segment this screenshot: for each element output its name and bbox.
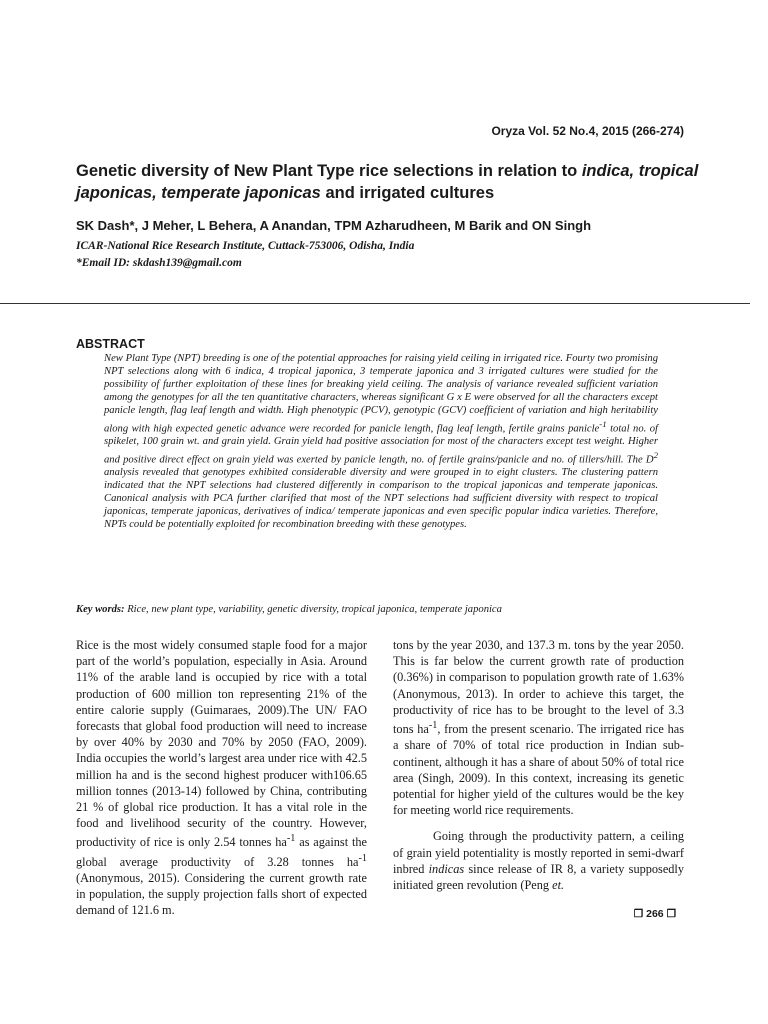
- corresponding-email: *Email ID: skdash139@gmail.com: [76, 257, 242, 269]
- paragraph-text: tons by the year 2030, and 137.3 m. tons by the year 2050. This is far below the current growth rate of production (0.36%) in comparison to population growth rate of 1.63% (Anonymous, 2013). In order to achieve this target, the productivity of rice has to be brought to the level of 3.3 tons ha: [393, 638, 684, 737]
- superscript: -1: [358, 852, 367, 864]
- paragraph-text: (Anonymous, 2015). Considering the current growth rate in population, the supply projection falls short of expected demand of 121.6 m.: [76, 871, 367, 918]
- title-italic-indica: indica,: [581, 162, 635, 180]
- body-column-left: [76, 637, 367, 919]
- superscript: -1: [286, 833, 296, 845]
- abstract-heading: ABSTRACT: [76, 337, 145, 351]
- keywords-label: Key words:: [76, 604, 125, 615]
- paragraph-text: , from the present scenario. The irrigated rice has a share of 70% of total rice production in Indian sub-continent, although it has a share of about 50% of total rice area (Singh, 2009). In this context, increasing its genetic potential for higher yield of the cultures would be the key for meeting world rice requirements.: [393, 722, 684, 818]
- paragraph: [393, 637, 684, 818]
- paragraph-text: Going through the productivity pattern, a ceiling of grain yield potentiality is mostly reported in semi-dwarf inbred: [393, 829, 684, 876]
- box-icon: ❐: [666, 908, 676, 920]
- superscript: -1: [599, 418, 607, 429]
- body-column-right: [393, 637, 684, 893]
- affiliation-block: [76, 238, 414, 272]
- abstract-part: analysis revealed that genotypes exhibited considerable diversity and were grouped in to eight clusters. The clustering pattern indicated that the NPT selections had clustered differently in comparison to the tropical japonicas and temperate japonicas. Canonical analysis with PCA further clarified that most of the NPT selections had sufficient diversity with respect to tropical japonicas, temperate japonicas, derivatives of indica/ temperate japonicas and even specific popular indica varieties. Therefore, NPTs could be potentially exploited for recombination breeding with these genotypes.: [104, 467, 658, 530]
- header-divider: [0, 303, 750, 304]
- abstract-part: New Plant Type (NPT) breeding is one of the potential approaches for raising yield ceiling in irrigated rice. Fourty two promising NPT selections along with 6 indica, 4 tropical japonica, 3 temperate japonica and 3 irrigated cultures were studied for the possibility of further exploitation of these lines for breaking yield ceiling. The analysis of variance revealed sufficient variation among the genotypes for all the ten quantitative characters, whereas significant G x E were observed for all the characters except panicle length, flag leaf length and width. High phenotypic (PCV), genotypic (GCV) coefficient of variation and high heritability along with high expected genetic advance were recorded for panicle length, flag leaf length, fertile grains panicle: [104, 353, 658, 435]
- box-icon: ❐: [633, 908, 644, 920]
- paper-title: [76, 160, 706, 204]
- keywords-text: Rice, new plant type, variability, genetic diversity, tropical japonica, temperate japonica: [124, 604, 502, 615]
- paragraph-text: since release of IR 8, a variety supposedly initiated green revolution (Peng: [393, 861, 684, 892]
- italic-term: indicas: [428, 861, 465, 876]
- title-part: and irrigated cultures: [320, 184, 495, 202]
- page-footer: [634, 908, 676, 920]
- superscript: 2: [653, 449, 658, 460]
- paragraph-text: Rice is the most widely consumed staple food for a major part of the world’s population, especially in Asia. Around 11% of the arable land is occupied by rice with a total production of 600 million ton representing 21% of the entire calorie supply (Guimaraes, 2009).The UN/ FAO forecasts that global food production will need to increase by over 40% by 2030 and 70% by 2050 (FAO, 2009). India occupies the world’s largest area under rice with 42.5 million ha and is the second highest producer with106.65 million tonnes (2013-14) followed by China, contributing 21 % of global rice production. It has a vital role in the food and livelihood security of the country. However, productivity of rice is only 2.54 tonnes ha: [76, 638, 367, 850]
- title-italic-tropical: tropical japonicas,: [76, 162, 699, 202]
- italic-term: et.: [552, 877, 565, 892]
- paragraph: [393, 828, 684, 893]
- paragraph-text: as against the global average productivity of 3.28 tonnes ha: [76, 835, 367, 869]
- page-number: 266: [646, 908, 664, 920]
- abstract-part: total no. of spikelet, 100 grain wt. and grain yield. Grain yield had positive association for most of the characters except test weight. Higher and positive direct effect on grain yield was exerted by panicle length, no. of fertile grains/panicle and no. of tillers/hill. The D: [104, 423, 658, 466]
- journal-reference: Oryza Vol. 52 No.4, 2015 (266-274): [491, 124, 684, 138]
- title-italic-temperate: temperate japonicas: [161, 184, 321, 202]
- title-part: Genetic diversity of New Plant Type rice selections in relation to: [76, 162, 582, 180]
- superscript: -1: [428, 720, 438, 732]
- affiliation: ICAR-National Rice Research Institute, Cuttack-753006, Odisha, India: [76, 240, 415, 252]
- keywords: [76, 604, 696, 615]
- author-list: SK Dash*, J Meher, L Behera, A Anandan, TPM Azharudheen, M Barik and ON Singh: [76, 218, 592, 233]
- abstract-text: [104, 353, 658, 532]
- paragraph: [76, 637, 367, 919]
